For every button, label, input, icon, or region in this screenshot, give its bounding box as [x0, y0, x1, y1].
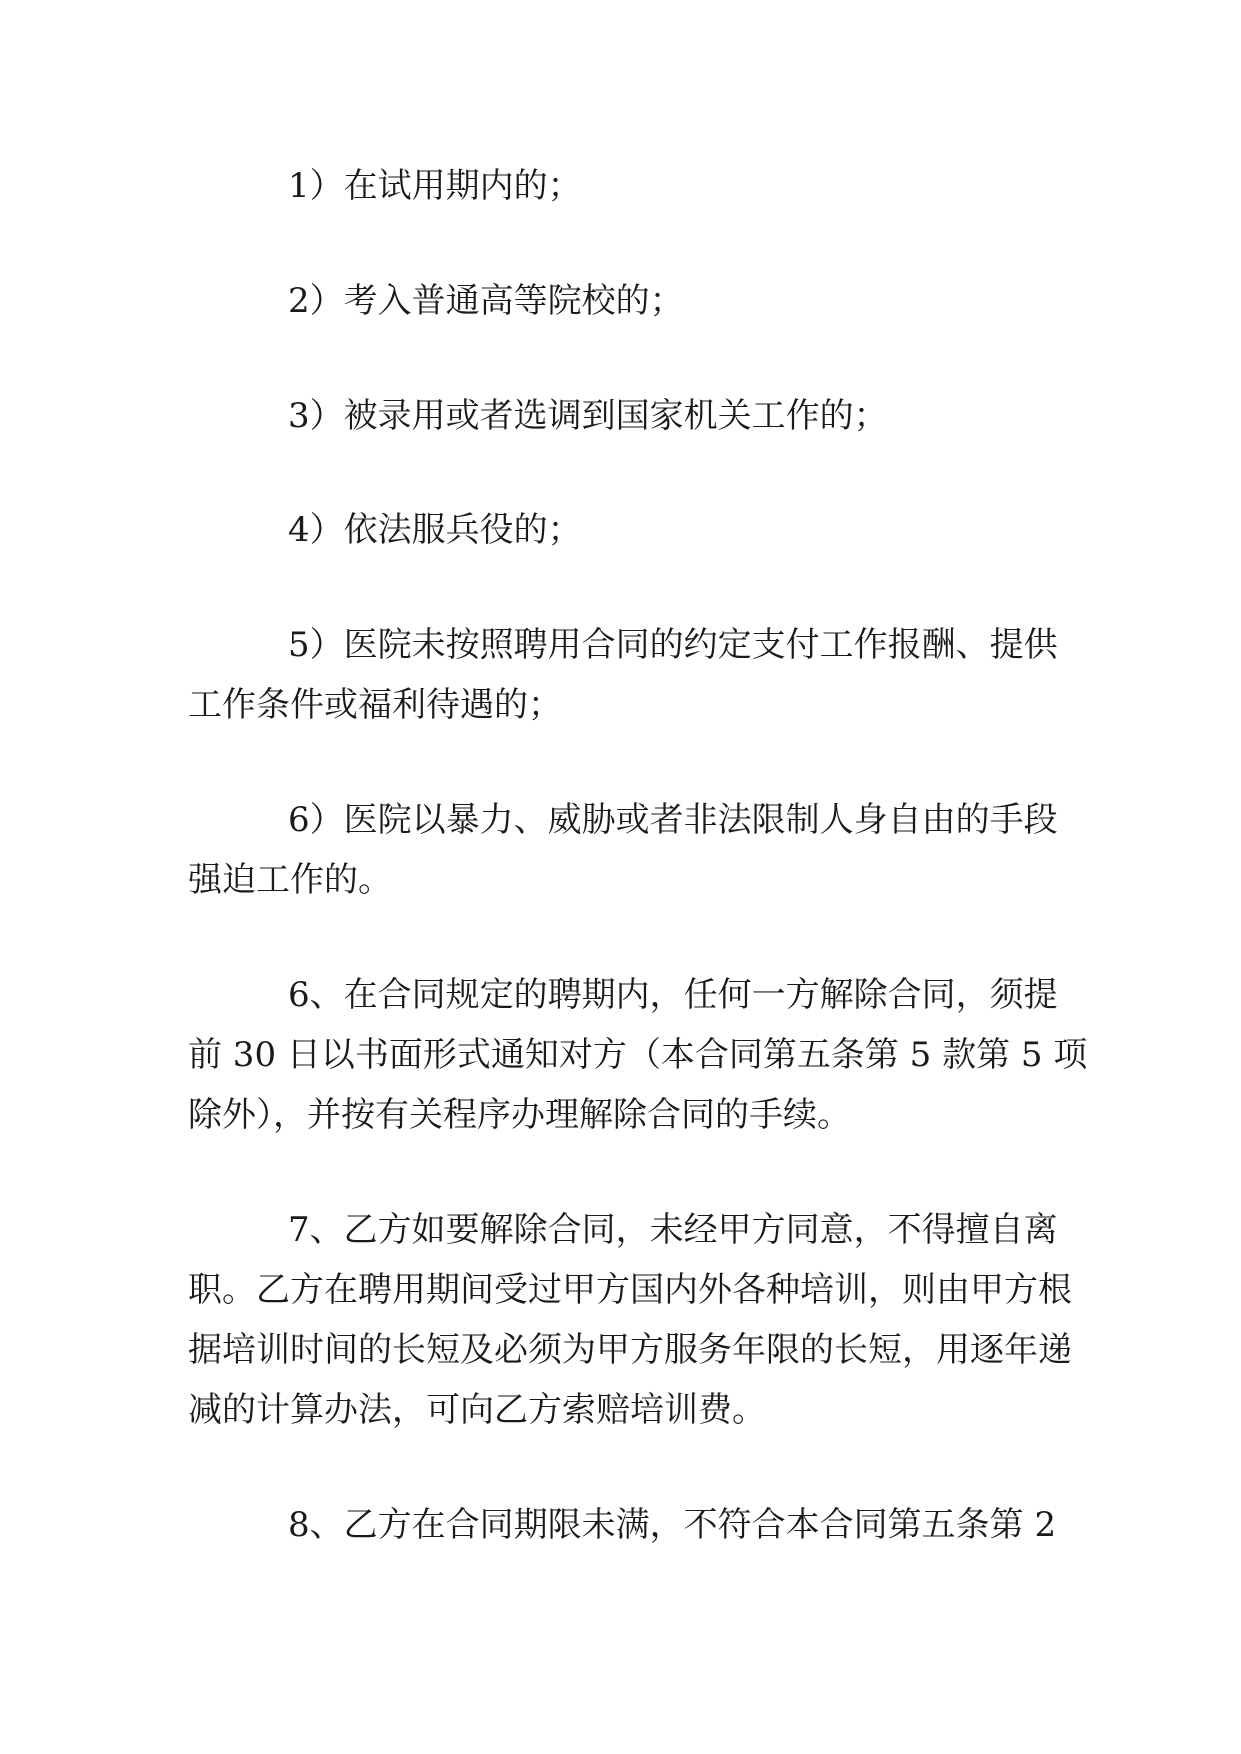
- clause-6-line-2: 前 30 日以书面形式通知对方（本合同第五条第 5 款第 5 项: [188, 1035, 1088, 1075]
- paragraph-item-5-line-1: 5）医院未按照聘用合同的约定支付工作报酬、提供: [288, 625, 1058, 665]
- paragraph-item-4: 4）依法服兵役的；: [288, 510, 582, 550]
- clause-7-line-1: 7、乙方如要解除合同，未经甲方同意，不得擅自离: [288, 1210, 1058, 1250]
- paragraph-item-3: 3）被录用或者选调到国家机关工作的；: [288, 396, 888, 436]
- clause-6-line-1: 6、在合同规定的聘期内，任何一方解除合同，须提: [288, 975, 1058, 1015]
- clause-7-line-2: 职。乙方在聘用期间受过甲方国内外各种培训，则由甲方根: [188, 1270, 1072, 1310]
- paragraph-item-2: 2）考入普通高等院校的；: [288, 281, 684, 321]
- paragraph-item-5-line-2: 工作条件或福利待遇的；: [188, 685, 562, 725]
- clause-7-line-4: 减的计算办法，可向乙方索赔培训费。: [188, 1390, 766, 1430]
- paragraph-item-6-line-2: 强迫工作的。: [188, 860, 392, 900]
- paragraph-item-1: 1）在试用期内的；: [288, 166, 582, 206]
- clause-6-line-3: 除外），并按有关程序办理解除合同的手续。: [188, 1095, 851, 1135]
- clause-8-line-1: 8、乙方在合同期限未满，不符合本合同第五条第 2: [288, 1505, 1057, 1545]
- clause-7-line-3: 据培训时间的长短及必须为甲方服务年限的长短，用逐年递: [188, 1330, 1072, 1370]
- paragraph-item-6-line-1: 6）医院以暴力、威胁或者非法限制人身自由的手段: [288, 800, 1058, 840]
